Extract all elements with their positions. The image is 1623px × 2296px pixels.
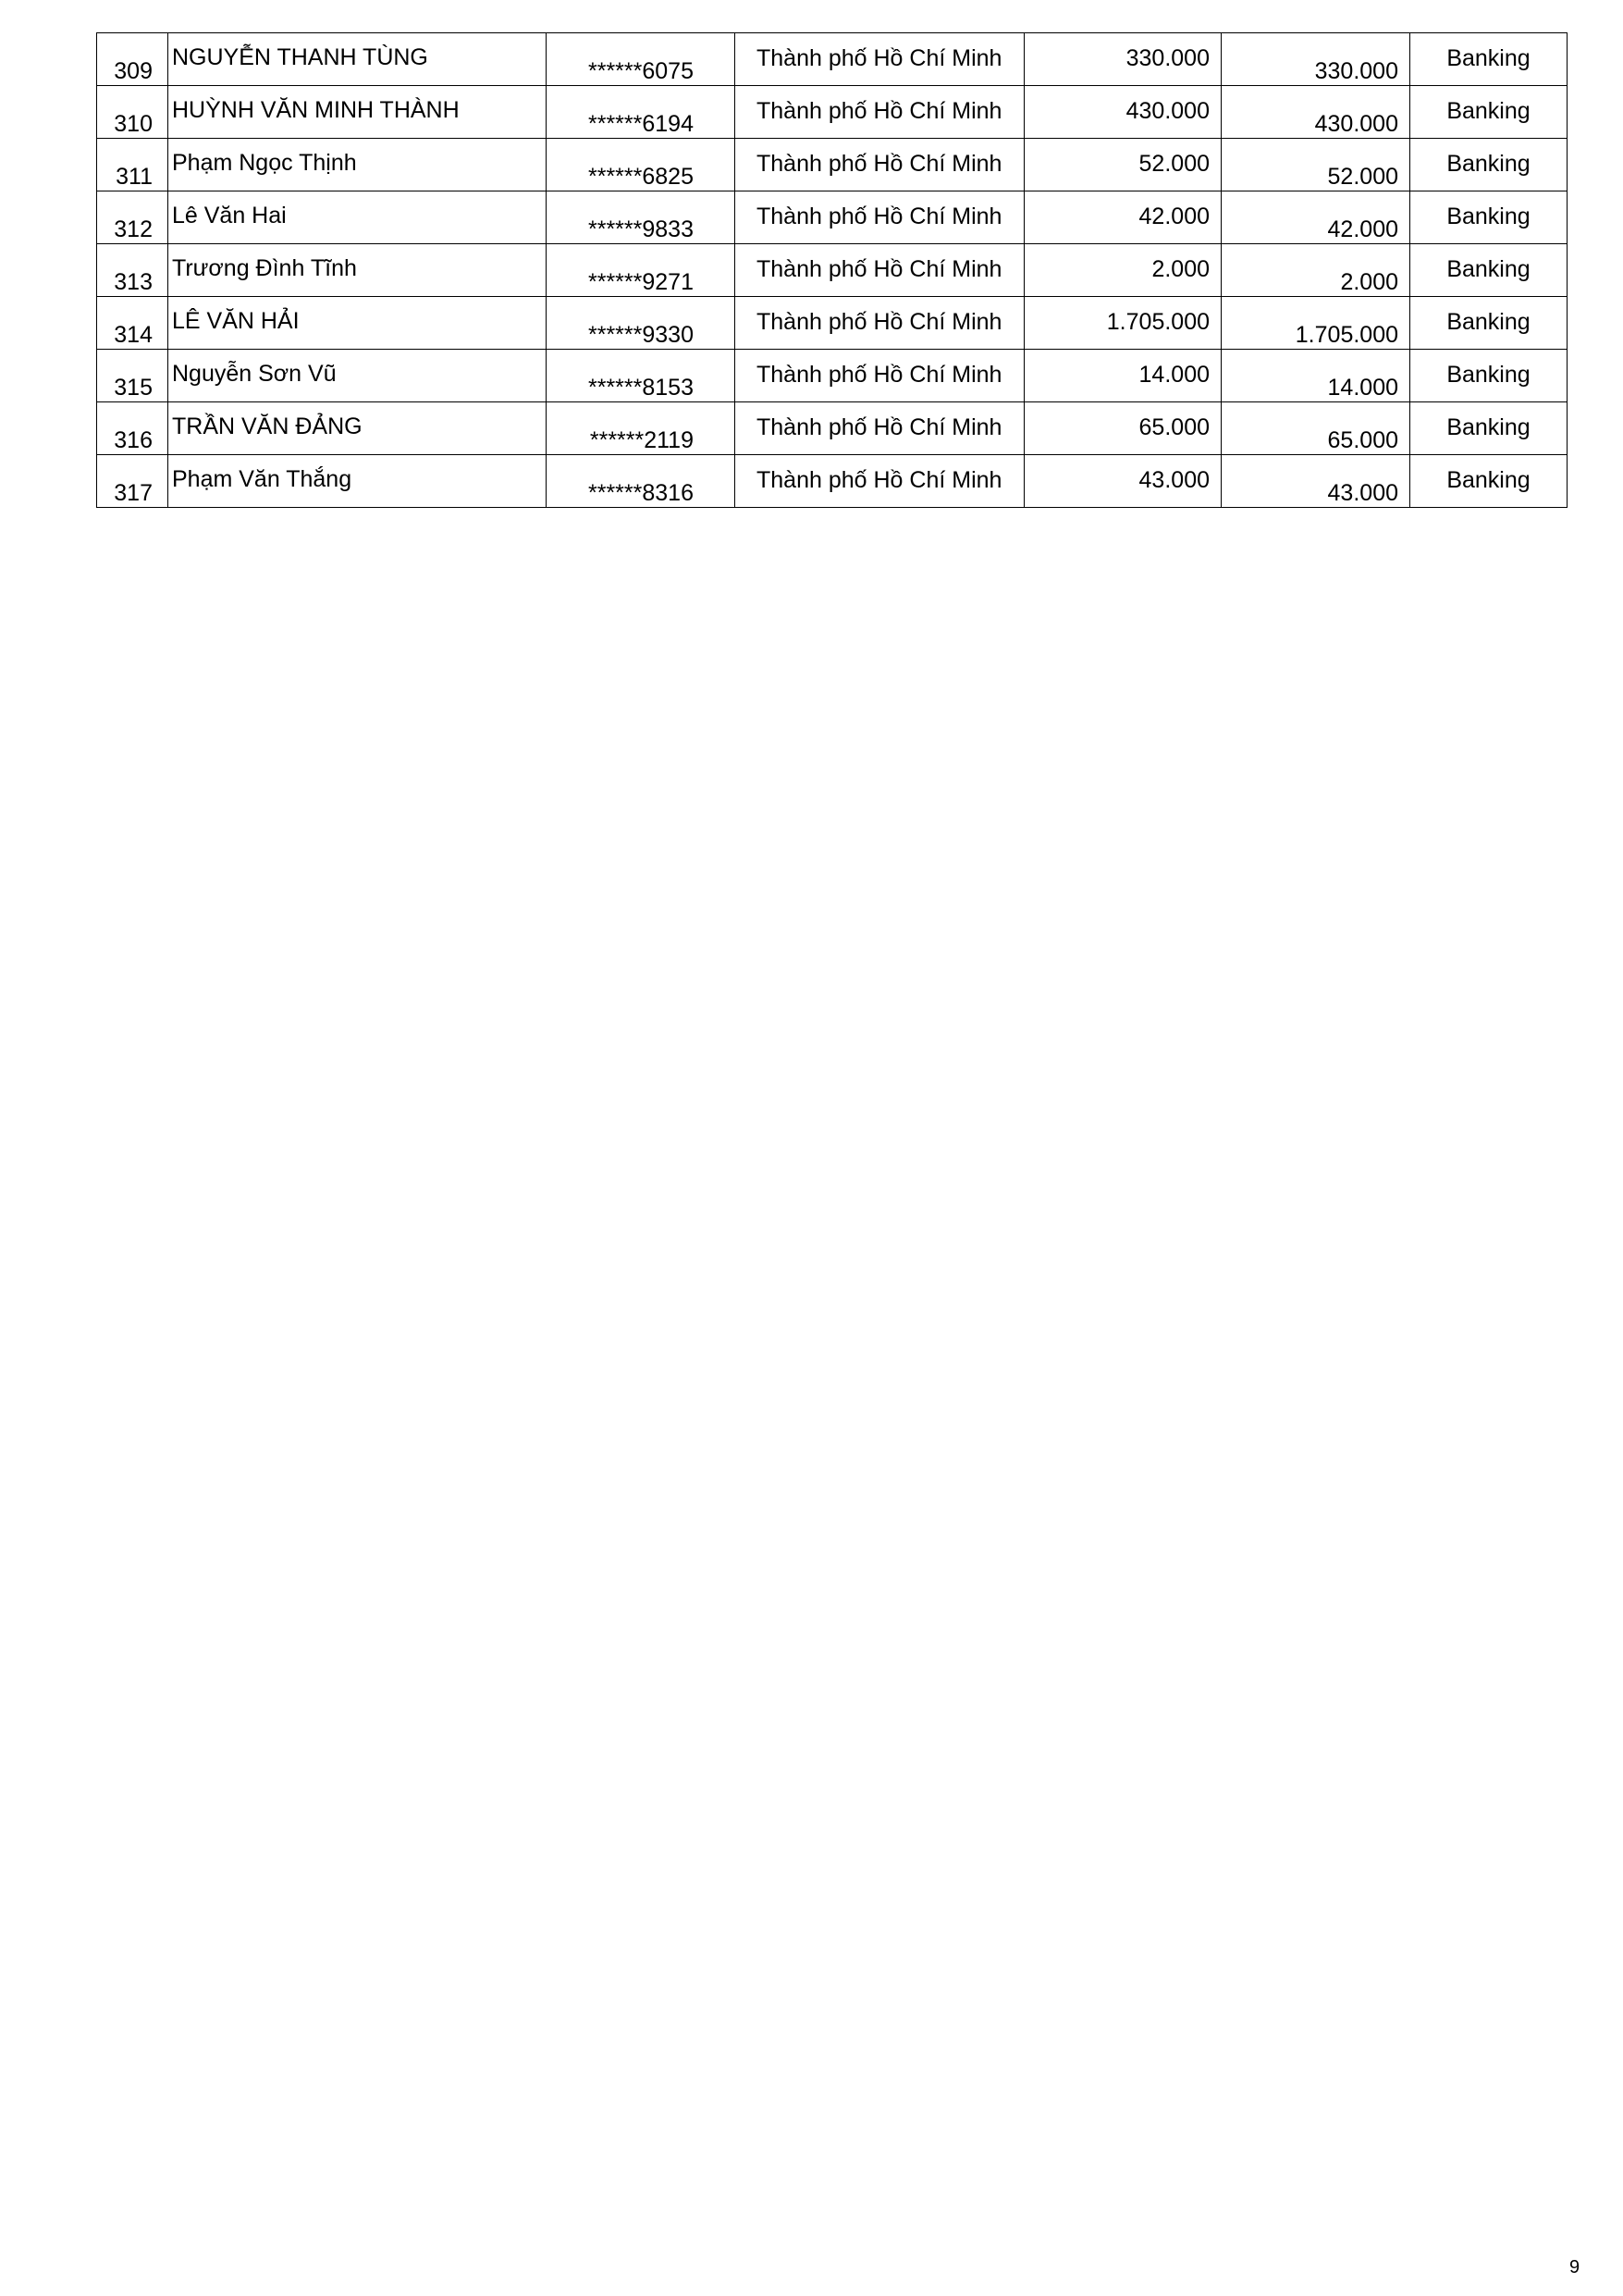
city: Thành phố Hồ Chí Minh: [756, 467, 1002, 493]
amount: 65.000: [1138, 414, 1210, 440]
donor-name-cell: [168, 350, 547, 402]
payment-method: Banking: [1446, 309, 1531, 335]
donor-name: Phạm Văn Thắng: [172, 466, 352, 492]
city: Thành phố Hồ Chí Minh: [756, 151, 1002, 177]
amount: 52.000: [1138, 151, 1210, 177]
payment-method-cell: [1410, 191, 1568, 244]
table-row: [97, 350, 1568, 402]
payment-method: Banking: [1446, 98, 1531, 124]
amount-received-cell: [1222, 297, 1410, 350]
row-index-cell: [97, 139, 168, 191]
donor-name: Lê Văn Hai: [172, 203, 287, 228]
amount: 2.000: [1151, 256, 1210, 282]
account-number-cell: [547, 33, 735, 86]
donor-name: HUỲNH VĂN MINH THÀNH: [172, 97, 460, 123]
donor-name-cell: [168, 86, 547, 139]
amount-received-cell: [1222, 402, 1410, 455]
amount: 14.000: [1138, 362, 1210, 388]
amount-received-cell: [1222, 139, 1410, 191]
city-cell: [735, 139, 1025, 191]
donor-name-cell: [168, 139, 547, 191]
row-index: 309: [114, 58, 153, 84]
city-cell: [735, 350, 1025, 402]
table-row: [97, 191, 1568, 244]
payment-method: Banking: [1446, 45, 1531, 71]
amount-cell: [1025, 191, 1222, 244]
account-number: ******8316: [588, 480, 694, 506]
account-number-cell: [547, 139, 735, 191]
city-cell: [735, 297, 1025, 350]
payment-method: Banking: [1446, 414, 1531, 440]
table-row: [97, 244, 1568, 297]
payment-method-cell: [1410, 86, 1568, 139]
city-cell: [735, 455, 1025, 508]
donor-name-cell: [168, 33, 547, 86]
row-index: 313: [114, 269, 153, 295]
amount-received: 14.000: [1327, 375, 1398, 401]
account-number-cell: [547, 86, 735, 139]
donor-name: Trương Đình Tĩnh: [172, 255, 357, 281]
amount-received-cell: [1222, 86, 1410, 139]
row-index-cell: [97, 244, 168, 297]
row-index-cell: [97, 33, 168, 86]
amount-received-cell: [1222, 33, 1410, 86]
table-row: [97, 33, 1568, 86]
amount-received-cell: [1222, 191, 1410, 244]
amount-cell: [1025, 33, 1222, 86]
payment-method-cell: [1410, 139, 1568, 191]
amount-received-cell: [1222, 244, 1410, 297]
table-body: [97, 33, 1568, 508]
amount-received-cell: [1222, 350, 1410, 402]
amount-received: 42.000: [1327, 216, 1398, 242]
account-number: ******9330: [588, 322, 694, 348]
city-cell: [735, 244, 1025, 297]
city-cell: [735, 402, 1025, 455]
city: Thành phố Hồ Chí Minh: [756, 362, 1002, 388]
payment-method-cell: [1410, 402, 1568, 455]
amount-cell: [1025, 86, 1222, 139]
row-index: 314: [114, 322, 153, 348]
amount-received: 330.000: [1314, 58, 1398, 84]
payment-method-cell: [1410, 297, 1568, 350]
table-row: [97, 402, 1568, 455]
amount: 43.000: [1138, 467, 1210, 493]
amount-received: 1.705.000: [1295, 322, 1398, 348]
page-number: 9: [1569, 2257, 1580, 2277]
amount-cell: [1025, 139, 1222, 191]
amount: 1.705.000: [1106, 309, 1210, 335]
payment-method-cell: [1410, 33, 1568, 86]
amount-cell: [1025, 402, 1222, 455]
amount-received: 430.000: [1314, 111, 1398, 137]
payment-method: Banking: [1446, 256, 1531, 282]
account-number-cell: [547, 297, 735, 350]
payment-method-cell: [1410, 244, 1568, 297]
row-index-cell: [97, 455, 168, 508]
account-number-cell: [547, 455, 735, 508]
row-index-cell: [97, 191, 168, 244]
donor-name: Nguyễn Sơn Vũ: [172, 361, 337, 387]
donations-table: [96, 32, 1568, 508]
row-index: 312: [114, 216, 153, 242]
row-index: 316: [114, 427, 153, 453]
donor-name: NGUYỄN THANH TÙNG: [172, 44, 428, 70]
payment-method: Banking: [1446, 151, 1531, 177]
table-row: [97, 455, 1568, 508]
city: Thành phố Hồ Chí Minh: [756, 98, 1002, 124]
donor-name-cell: [168, 297, 547, 350]
account-number-cell: [547, 191, 735, 244]
account-number-cell: [547, 244, 735, 297]
table-row: [97, 139, 1568, 191]
donor-name: TRẦN VĂN ĐẢNG: [172, 414, 363, 439]
city-cell: [735, 86, 1025, 139]
row-index: 317: [114, 480, 153, 506]
account-number: ******9833: [588, 216, 694, 242]
row-index: 315: [114, 375, 153, 401]
row-index-cell: [97, 350, 168, 402]
city-cell: [735, 33, 1025, 86]
amount-received: 52.000: [1327, 164, 1398, 190]
city: Thành phố Hồ Chí Minh: [756, 309, 1002, 335]
donor-name-cell: [168, 402, 547, 455]
amount-cell: [1025, 350, 1222, 402]
city: Thành phố Hồ Chí Minh: [756, 204, 1002, 229]
account-number: ******8153: [588, 375, 694, 401]
account-number: ******6194: [588, 111, 694, 137]
amount-received: 43.000: [1327, 480, 1398, 506]
row-index: 311: [116, 164, 153, 190]
amount-received: 65.000: [1327, 427, 1398, 453]
amount: 330.000: [1125, 45, 1210, 71]
row-index: 310: [114, 111, 153, 137]
amount: 42.000: [1138, 204, 1210, 229]
account-number: ******6825: [588, 164, 694, 190]
account-number-cell: [547, 350, 735, 402]
amount-cell: [1025, 297, 1222, 350]
donor-name-cell: [168, 244, 547, 297]
account-number: ******9271: [588, 269, 694, 295]
payment-method-cell: [1410, 455, 1568, 508]
city: Thành phố Hồ Chí Minh: [756, 414, 1002, 440]
table-row: [97, 86, 1568, 139]
row-index-cell: [97, 86, 168, 139]
payment-method-cell: [1410, 350, 1568, 402]
donor-name: LÊ VĂN HẢI: [172, 308, 300, 334]
payment-method: Banking: [1446, 362, 1531, 388]
city-cell: [735, 191, 1025, 244]
row-index-cell: [97, 402, 168, 455]
account-number: ******2119: [589, 427, 694, 453]
account-number: ******6075: [588, 58, 694, 84]
account-number-cell: [547, 402, 735, 455]
amount-received-cell: [1222, 455, 1410, 508]
table-row: [97, 297, 1568, 350]
amount-cell: [1025, 455, 1222, 508]
row-index-cell: [97, 297, 168, 350]
payment-method: Banking: [1446, 467, 1531, 493]
city: Thành phố Hồ Chí Minh: [756, 45, 1002, 71]
donor-name: Phạm Ngọc Thịnh: [172, 150, 357, 176]
donor-name-cell: [168, 455, 547, 508]
amount: 430.000: [1125, 98, 1210, 124]
donor-name-cell: [168, 191, 547, 244]
amount-cell: [1025, 244, 1222, 297]
amount-received: 2.000: [1340, 269, 1398, 295]
city: Thành phố Hồ Chí Minh: [756, 256, 1002, 282]
payment-method: Banking: [1446, 204, 1531, 229]
